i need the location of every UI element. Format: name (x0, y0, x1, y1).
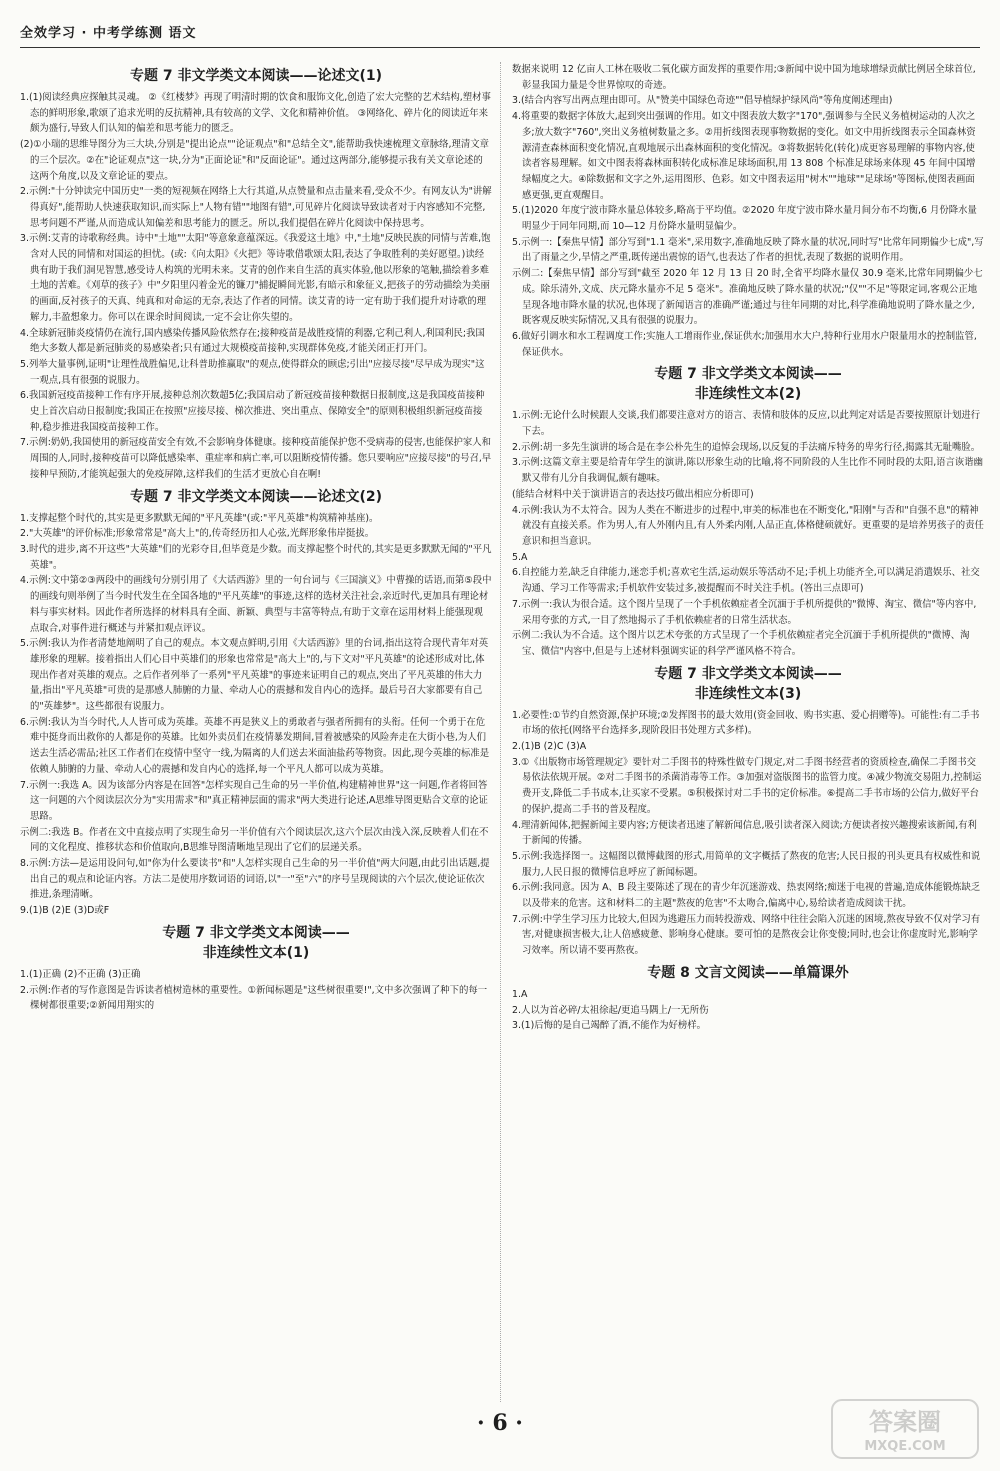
right-column (512, 62, 984, 1392)
answer-item: 5.示例一:【秦焦早情】部分写到"1.1 毫米",采用数字,准确地反映了降水量的状况,同时写"比常年同期偏少七成",写出了雨量之少,旱情之严重,既传递出震惊的语气,也表达了作者的担忧,表现了数据的说明作用。 (512, 236, 984, 264)
answer-item: 3.示例:艾青的诗歌称经典。诗中"土地""太阳"等意象意蕴深远。《我爱这土地》中,"土地"反映民族的同情与苦难,饱含对人民的同情和对国运的担忧。(或:《向太阳》《火把》等诗歌借歌颂太阳,表达了争取胜利的美好愿望。)读经典有助于我们洞见智慧,感受诗人构筑的光明未来。艾青的创作来自生活的真实体验,他以形象的笔触,描绘着多难土地的苦难。《刈草的孩子》中"夕阳里闪着金光的镰刀"捕捉瞬间光影,有暗示和象征义,把孩子的劳动描绘为美丽的画面,反衬孩子的天真、纯真和对命运的无奈,表达了作者的同情。读艾青的诗一定有助于我们提升对诗歌的理解力,丰盈想象力。你可以在课余时间阅读,一定不会让你失望的。 (20, 233, 491, 323)
section-subtitle-line: 非连续性文本(2) (694, 386, 802, 403)
answer-item: 6.自控能力差,缺乏自律能力,迷恋手机;喜欢宅生活,运动娱乐等活动不足;手机上功能齐全,可以满足消遣娱乐、社交沟通、学习工作等需求;手机软件安装过多,被提醒而不时关注手机。(答出三点即可) (512, 567, 980, 595)
section-subtitle-line: 非连续性文本(3) (694, 685, 802, 702)
answer-item: 6.示例:我同意。因为 A、B 段主要陈述了现在的青少年沉迷游戏、热衷网络;痴迷于电视的普遍,造成体能锻炼缺乏以及带来的危害。这和材料二的主题"熬夜的危害"不太吻合,偏离中心,易给读者造成阅读干扰。 (512, 882, 981, 910)
answer-item: 1.必要性:①节约自然资源,保护环境;②发挥图书的最大效用(资金回收、购书实惠、爱心捐赠等)。可能性:有二手书市场的依托(网络平台选择多,现阶段旧书处理方式多样)。 (512, 709, 980, 737)
answer-item: 4.示例:我认为不太符合。因为人类在不断进步的过程中,审美的标准也在不断变化,"阳刚"与否和"自强不息"的精神就没有直接关系。作为男人,有人外刚内且,有人外柔内刚,人品正直,体格健硕就好。更重要的是培养男孩子的责任意识和担当意识。 (512, 504, 984, 547)
answer-item: 7.示例:中学生学习压力比较大,但因为逃避压力而转投游戏、网络中往往会陷入沉迷的困境,熬夜导致不仅对学习有害,对健康损害极大,让人倍感疲惫、影响身心健康。要可怕的是熬夜会让你变傻;同时,也会让你虚度时光,影响学习效率。所以请不要再熬夜。 (512, 913, 981, 957)
answer-item: 8.示例:方法—是运用设问句,如"你为什么要读书"和"人怎样实现自己生命的另一半价值"两大问题,由此引出话题,提出自己的观点和论证内容。方法二是使用序数词语的词语,以"一"至"六"的序号呈现阅读的六个层次,使论证依次推进,条理清晰。 (20, 858, 490, 901)
answer-item: 1.(1)正确 (2)不正确 (3)正确 (20, 968, 141, 980)
answer-item: 4.示例:文中第②③两段中的画线句分别引用了《大话西游》里的一句台词与《三国演义》中曹操的话语,而第⑤段中的画线句则举例了当今时代发生在全国各地的"平凡英雄"的事迹,这样的选材关注社会,亲近时代,更加具有理论材料与事实材料。因此作者所选择的材料具有全面、新颖、典型与丰富等特点,有助于文章在运用材料上能强现观点取合,对事件进行概述与并紧扣观点评议。 (20, 575, 492, 634)
answer-item: 7.示例一:我认为很合适。这个图片呈现了一个手机依赖症者全沉湎于手机所提供的"微博、淘宝、微信"等内容中,采用夸张的方式,一目了然地揭示了手机依赖症者的日常生活状态。 (512, 598, 977, 626)
header-title: 全效学习 · 中考学练测 语文 (20, 26, 197, 41)
answer-item: 示例二:我选 B。作者在文中直接点明了实现生命另一半价值有六个阅读层次,这六个层次由浅入深,反映着人们在不同的文化程度、推移状态和价值取向,B思维导图清晰地呈现出了它们的层递关系。 (20, 826, 489, 854)
answer-item: 4.全球新冠肺炎疫情仍在流行,国内感染传播风险依然存在;接种疫苗是战胜疫情的利器,它利己利人,利国利民;我国绝大多数人都是新冠肺炎的易感染者;只有通过大规模疫苗接种,实现群体免疫,才能关闭正打开门。 (20, 327, 485, 355)
section-title (512, 963, 984, 983)
answer-item: 7.示例:奶奶,我国使用的新冠疫苗安全有效,不会影响身体健康。接种疫苗能保护您不受病毒的侵害,也能保护家人和周围的人,同时,接种疫苗可以降低感染率、重症率和病亡率,可以阻断疫情传播。您只要响应"应接尽接"的号召,早接种早预防,才能筑起强大的免疫屏障,这样我们的生活才更放心自在啊! (20, 437, 492, 480)
answer-item: 3.示例:这篇文章主要是给青年学生的演讲,陈以形象生动的比喻,将不同阶段的人生比作不同时段的太阳,语言诙谐幽默又带有儿分自我调侃,颇有趣味。 (512, 457, 984, 485)
answer-item: 2.示例:"十分钟读完中国历史"一类的短视频在网络上大行其道,从点赞量和点击量来看,受众不少。有网友认为"讲解得真好",能帮助人快速获取知识,而实际上"人物有错""地图有错",可见碎片化阅读导致读者对于内容感知不完整,思考问题不严谨,从而造成认知偏差和思考能力的匮乏。所以,我们提倡在碎片化阅读中保持思考。 (20, 186, 492, 229)
watermark-logo (830, 1398, 980, 1460)
column-divider (500, 62, 501, 1402)
section-title (20, 487, 492, 507)
answer-item: 2.示例:胡一多先生演讲的场合是在李公朴先生的追悼会现场,以反复的手法痛斥特务的卑劣行径,揭露其无耻嘴脸。 (512, 441, 981, 453)
answer-item: 2."大英雄"的评价标准;形象常常是"高大上"的,传奇经历扣人心弦,光辉形象伟岸挺拔。 (20, 528, 375, 540)
answer-item: 数据来说明 12 亿亩人工林在吸收二氧化碳方面发挥的重要作用;③新闻中说中国为地球增绿贡献比例居全球首位,彰显我国力量是令世界惊叹的奇迹。 (512, 64, 976, 91)
answer-item: 3.(结合内容写出两点理由即可。从"赞美中国绿色奇迹""倡导植绿护绿风尚"等角度阐述理由) (512, 95, 893, 107)
answer-item: 5.A (512, 551, 528, 563)
answer-item: 示例二:我认为不合适。这个图片以艺术夸张的方式呈现了一个手机依赖症者完全沉湎于手机所提供的"微博、淘宝、微信"内容中,但是与上述材料强调实证的科学严谨风格不符合。 (512, 630, 970, 657)
answer-item: 1.A (512, 988, 528, 1000)
watermark-sub: MXQE.COM (864, 1439, 946, 1454)
answer-item: 3.时代的进步,离不开这些"大英雄"们的光彩夺目,但毕竟是少数。而支撑起整个时代的,其实是更多默默无闻的"平凡英雄"。 (20, 543, 492, 571)
section-title-line: 专题 7 非文学类文本阅读—— (162, 924, 350, 941)
answer-item: 7.示例一:我选 A。因为该部分内容是在回答"怎样实现自己生命的另一半价值,构建精神世界"这一问题,作者将回答这一问题的六个阅读层次分为"实用需求"和"真正精神层面的需求"两大类进行论述,A思维导图更贴合文章的论证思路。 (20, 779, 488, 822)
section-title (20, 66, 492, 86)
section-title-line: 专题 7 非文学类文本阅读—— (654, 665, 842, 682)
answer-item: (能结合材料中关于演讲语言的表达技巧做出相应分析即可) (512, 488, 754, 500)
page-number: · 6 · (477, 1410, 523, 1436)
section-subtitle-line: 非连续性文本(1) (202, 944, 310, 961)
section-title-line: 专题 7 非文学类文本阅读——论述文(2) (129, 488, 383, 505)
section-title-line: 专题 8 文言文阅读——单篇课外 (647, 964, 849, 981)
answer-item: 5.示例:我选择图一。这幅图以微博截图的形式,用简单的文字概括了熬夜的危害;人民日报的刊头更具有权威性和说服力,人民日报的微博信息呼应了新闻标题。 (512, 850, 981, 878)
answer-item: 6.我国新冠疫苗接种工作有序开展,接种总剂次数超5亿;我国启动了新冠疫苗接种数据日报制度,这是我国疫苗接种史上首次启动日报制度;我国正在按照"应接尽接、梯次推进、突出重点、保障安全"的原则积极组织新冠疫苗接种,稳步推进我国疫苗接种工作。 (20, 390, 485, 433)
answer-item: 5.(1)2020 年度宁波市降水量总体较多,略高于平均值。②2020 年度宁波市降水量月间分布不均衡,6 月份降水量明显少于同年同期,而 10—12 月份降水量明显偏少。 (512, 205, 977, 233)
answer-item: 3.①《出版物市场管理规定》要针对二手图书的特殊性做专门规定,对二手图书经营者的资质检查,确保二手图书交易依法依规开展。②对二手图书的杀菌消毒等工作。③加强对盗版图书的监管力度。④减少物流交易阻力,控制运费开支,降低二手书成本,让买家不受累。⑤积极探讨对二手书的定价标准。⑥提高二手书市场的公信力,做好平台的保护,提高二手书的普及程度。 (512, 756, 982, 815)
answer-item: 2.示例:作者的写作意图是告诉读者植树造林的重要性。①新闻标题是"这些树很重要!",文中多次强调了种下的每一棵树都很重要;②新闻用翔实的 (20, 984, 488, 1012)
answer-item: (2)①小瑞的思维导图分为三大块,分别是"提出论点""论证观点"和"总结全文",能帮助我快速梳理文章脉络,理清文章的三个层次。②在"论证观点"这一块,分为"正面论证"和"反面论证"。通过这两部分,能够提示我有关文章论述的这两个角度,以及文章论证的要点。 (20, 139, 490, 182)
watermark-main: 答案圈 (869, 1408, 941, 1436)
answer-item: 2.(1)B (2)C (3)A (512, 741, 587, 753)
left-column (20, 62, 492, 1432)
answer-item: 1.示例:无论什么时候跟人交谈,我们都要注意对方的语言、表情和肢体的反应,以此判定对话是否要按照原计划进行下去。 (512, 410, 981, 438)
page-header (20, 22, 980, 48)
answer-item: 1.支撑起整个时代的,其实是更多默默无闻的"平凡英雄"(或:"平凡英雄"构筑精神基座)。 (20, 512, 379, 524)
section-title-line: 专题 7 非文学类文本阅读—— (654, 366, 842, 383)
answer-item: 示例二:【秦焦早情】部分写到"截至 2020 年 12 月 13 日 20 时,全省平均降水量仅 30.9 毫米,比常年同期偏少七成。除乐清外,文成、庆元降水量亦不足 5 毫米"。准确地反映了降水量的状况;"仅""不足"等限定词,客观公正地呈现各地市降水量的状况,也体现了新闻语言的准确严谨;通过与往年同期的对比,科学准确地说明了降水量之少,既客观反映实际情况,又具有很强的说服力。 (512, 268, 983, 327)
answer-item: 5.示例:我认为作者清楚地阐明了自己的观点。本文观点鲜明,引用《大话西游》里的台词,指出这符合现代青年对英雄形象的理解。接着指出人们心目中英雄们的形象也常常是"高大上"的,与下文对"平凡英雄"的论述形成对比,体现出作者对英雄的观点。之后作者列举了一系列"平凡英雄"的事迹来证明自己的观点,突出了平凡英雄的伟大力量,指出"平凡英雄"可贵的是那感人肺腑的力量、牵动人心的震撼和发自内心的选择。最后号召大家都要有自己的"英雄梦"。这些都很有说服力。 (20, 638, 489, 713)
answer-item: 5.列举大量事例,证明"让理性战胜偏见,让科普助推赢取"的观点,使得群众的顾虑;引出"应接尽接"尽早成为现实"这一观点,具有很强的说服力。 (20, 358, 485, 386)
answer-item: 6.示例:我认为当今时代,人人皆可成为英雄。英雄不再是狭义上的勇敢者与强者所拥有的头衔。任何一个勇于在危难中挺身而出救你的人都是你的英雄。比如外卖员们在疫情暴发期间,冒着被感染的风险奔走在大街小巷,为人们送去生活必需品;社区工作者们在疫情中坚守一线,为隔离的人们送去米面油盐药等物资。因此,现今英雄的标准是依赖人肺腑的力量、牵动人心的震撼和发自内心的选择,每一个平凡人都可以成为英雄。 (20, 716, 490, 775)
answer-item: 1.(1)阅读经典应探触其灵魂。 ②《红楼梦》再现了明清时期的饮食和服饰文化,创造了宏大完整的艺术结构,塑材事态的鲜明形象,歌颂了追求光明的反抗精神,具有较高的文学、文化和精神价值。 ③网络化、碎片化的阅读近年来颇为盛行,导致人们认知的偏差和思考能力的匮乏。 (20, 92, 491, 135)
section-title (20, 923, 492, 963)
section-title-line: 专题 7 非文学类文本阅读——论述文(1) (129, 68, 383, 84)
section-title (512, 664, 984, 704)
answer-item: 4.将重要的数据字体放大,起到突出强调的作用。如文中图表放大数字"170",强调参与全民义务植树运动的人次之多;放大数字"760",突出义务植树数量之多。②用折线图表现事物数据的变化。如文中用折线图表示全国森林资源清查森林面积变化情况,直观地展示出森林面积的变化情况。③将数据转化(转化)成更容易理解的事物内容,使读者容易理解。如文中图表将森林面积转化成标准足球场面积,用 13 808 个标准足球场来体现 45 年间中国增绿幅度之大。④除数据和文字之外,运用图形、色彩。如文中图表运用"树木""地球""足球场"等图标,使图表画面感更强,更直观醒目。 (512, 111, 976, 201)
answer-item: 3.(1)后悔的是自己竭醉了酒,不能作为好榜样。 (512, 1020, 706, 1032)
answer-item: 4.理清新闻体,把握新闻主要内容;方便读者迅速了解新闻信息,吸引读者深入阅读;方便读者按兴趣搜索该新闻,有利于新闻的传播。 (512, 819, 977, 847)
answer-item: 9.(1)B (2)E (3)D或F (20, 905, 110, 917)
section-title (512, 364, 984, 404)
answer-item: 6.做好引调水和水工程调度工作;实施人工增雨作业,保证供水;加强用水大户,特种行业用水户限量用水的控制监管,保证供水。 (512, 330, 977, 358)
answer-item: 2.人以为首必碎/太祖徐起/更追马隅上/一无所伤 (512, 1004, 709, 1016)
